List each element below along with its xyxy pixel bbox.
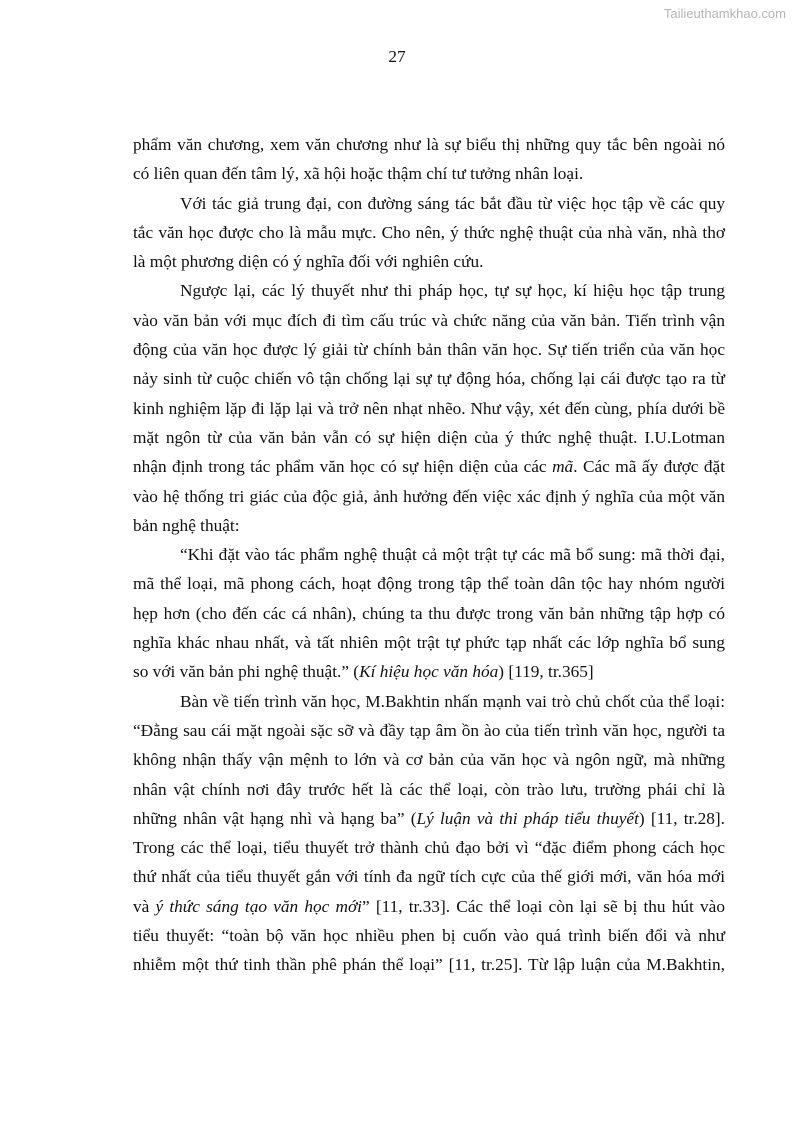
text-line bbox=[133, 862, 725, 891]
text-segment: ) [119, tr.365] bbox=[498, 662, 594, 682]
text-line bbox=[133, 628, 725, 657]
text-line bbox=[133, 394, 725, 423]
text-segment: so với văn bản phi nghệ thuật.” ( bbox=[133, 662, 360, 682]
text-segment: “Đằng sau cái mặt ngoài sặc sỡ và đầy tạp âm ồn ào của tiến trình văn học, người ta bbox=[133, 720, 725, 740]
text-segment: nhận định trong tác phẩm văn học có sự hiện diện của các bbox=[133, 457, 553, 477]
text-line bbox=[133, 189, 725, 218]
text-line bbox=[133, 247, 725, 276]
text-line bbox=[133, 218, 725, 247]
paragraph bbox=[133, 540, 725, 686]
text-segment: hẹp hơn (cho đến các cá nhân), chúng ta thu được trong văn bản những tập hợp có bbox=[133, 603, 725, 623]
text-segment: tắc văn học được cho là mẫu mực. Cho nên, ý thức nghệ thuật của nhà văn, nhà thơ bbox=[133, 222, 725, 242]
text-line bbox=[133, 804, 725, 833]
text-segment: thứ nhất của tiểu thuyết gắn với tính đa ngữ tích cực của thế giới mới, văn hóa mới bbox=[133, 867, 725, 887]
text-line bbox=[133, 423, 725, 452]
text-segment: Ngược lại, các lý thuyết như thi pháp học, tự sự học, kí hiệu học tập trung bbox=[180, 281, 725, 301]
text-segment: ” [11, tr.33]. Các thể loại còn lại sẽ bị thu hút vào bbox=[361, 896, 725, 916]
text-line bbox=[133, 482, 725, 511]
text-line bbox=[133, 452, 725, 481]
text-segment: nghĩa khác nhau nhất, và tất nhiên một trật tự phức tạp nhất các lớp nghĩa bổ sung bbox=[133, 633, 725, 653]
text-segment: tiểu thuyết: “toàn bộ văn học nhiều phen bị cuốn vào quá trình biến đổi và như bbox=[133, 926, 725, 946]
paragraph bbox=[133, 189, 725, 277]
text-segment: ) [11, tr.28]. bbox=[638, 808, 726, 828]
text-line bbox=[133, 569, 725, 598]
text-segment: không nhận thấy vận mệnh to lớn và cơ bản của văn học và ngôn ngữ, mà những bbox=[133, 750, 725, 770]
text-segment: Trong các thể loại, tiểu thuyết trở thành chủ đạo bởi vì “đặc điểm phong cách học bbox=[133, 838, 725, 858]
text-line bbox=[133, 833, 725, 862]
text-segment: kinh nghiệm lặp đi lặp lại và trở nên nhạt nhẽo. Như vậy, xét đến cùng, phía dưới bề bbox=[133, 398, 725, 418]
text-segment: động của văn học được lý giải từ chính bản thân văn học. Sự tiến triển của văn học bbox=[133, 340, 725, 360]
text-line bbox=[133, 306, 725, 335]
text-segment: vào văn bản với mục đích đi tìm cấu trúc và chức năng của văn bản. Tiến trình vận bbox=[133, 310, 725, 330]
paragraph bbox=[133, 276, 725, 540]
text-line bbox=[133, 599, 725, 628]
text-line bbox=[133, 335, 725, 364]
page-number: 27 bbox=[388, 47, 406, 66]
text-segment: phẩm văn chương, xem văn chương như là sự biểu thị những quy tắc bên ngoài nó bbox=[133, 135, 725, 154]
text-line bbox=[133, 159, 725, 188]
text-segment: là một phương diện có ý nghĩa đối với nghiên cứu. bbox=[133, 252, 484, 272]
text-line bbox=[133, 130, 725, 159]
text-line bbox=[133, 687, 725, 716]
text-segment: “Khi đặt vào tác phẩm nghệ thuật cả một trật tự các mã bổ sung: mã thời đại, bbox=[180, 545, 725, 565]
text-segment: Với tác giả trung đại, con đường sáng tác bắt đầu từ việc học tập về các quy bbox=[180, 193, 725, 213]
text-line bbox=[133, 511, 725, 540]
text-line bbox=[133, 950, 725, 979]
text-segment: nảy sinh từ cuộc chiến vô tận chống lại sự tự động hóa, chống lại cái được tạo ra từ bbox=[133, 369, 725, 389]
text-segment: . Các mã ấy được đặt bbox=[573, 457, 726, 477]
text-segment: bản nghệ thuật: bbox=[133, 515, 240, 535]
document-body bbox=[133, 130, 725, 980]
text-segment: mặt ngôn từ của văn bản vẫn có sự hiện diện của ý thức nghệ thuật. I.U.Lotman bbox=[133, 427, 725, 447]
text-segment: nhân vật chính nơi đây trước hết là các thể loại, còn trào lưu, trường phái chỉ là bbox=[133, 779, 725, 799]
paragraph bbox=[133, 687, 725, 980]
text-segment: Bàn về tiến trình văn học, M.Bakhtin nhấn mạnh vai trò chủ chốt của thể loại: bbox=[180, 691, 725, 711]
text-segment: mã thể loại, mã phong cách, hoạt động trong tập thể toàn dân tộc hay nhóm người bbox=[133, 574, 725, 594]
text-line bbox=[133, 716, 725, 745]
text-segment: và bbox=[133, 896, 156, 916]
text-line bbox=[133, 892, 725, 921]
text-segment: có liên quan đến tâm lý, xã hội hoặc thậm chí tư tưởng nhân loại. bbox=[133, 164, 584, 184]
text-line bbox=[133, 745, 725, 774]
text-line bbox=[133, 775, 725, 804]
watermark: Tailieuthamkhao.com bbox=[663, 6, 786, 21]
paragraph bbox=[133, 130, 725, 189]
italic-title: Kí hiệu học văn hóa bbox=[359, 662, 499, 682]
text-segment: vào hệ thống tri giác của độc giả, ảnh hưởng đến việc xác định ý nghĩa của một văn bbox=[133, 486, 725, 506]
text-segment: những nhân vật hạng nhì và hạng ba” ( bbox=[133, 808, 417, 828]
italic-title: ý thức sáng tạo văn học mới bbox=[155, 896, 362, 916]
text-line bbox=[133, 921, 725, 950]
italic-title: Lý luận và thi pháp tiểu thuyết bbox=[416, 808, 639, 828]
text-line bbox=[133, 540, 725, 569]
text-segment: nhiễm một thứ tinh thần phê phán thể loại” [11, tr.25]. Từ lập luận của M.Bakhtin, bbox=[133, 955, 725, 975]
italic-title: mã bbox=[552, 457, 574, 477]
text-line bbox=[133, 276, 725, 305]
text-line bbox=[133, 657, 725, 686]
text-line bbox=[133, 364, 725, 393]
